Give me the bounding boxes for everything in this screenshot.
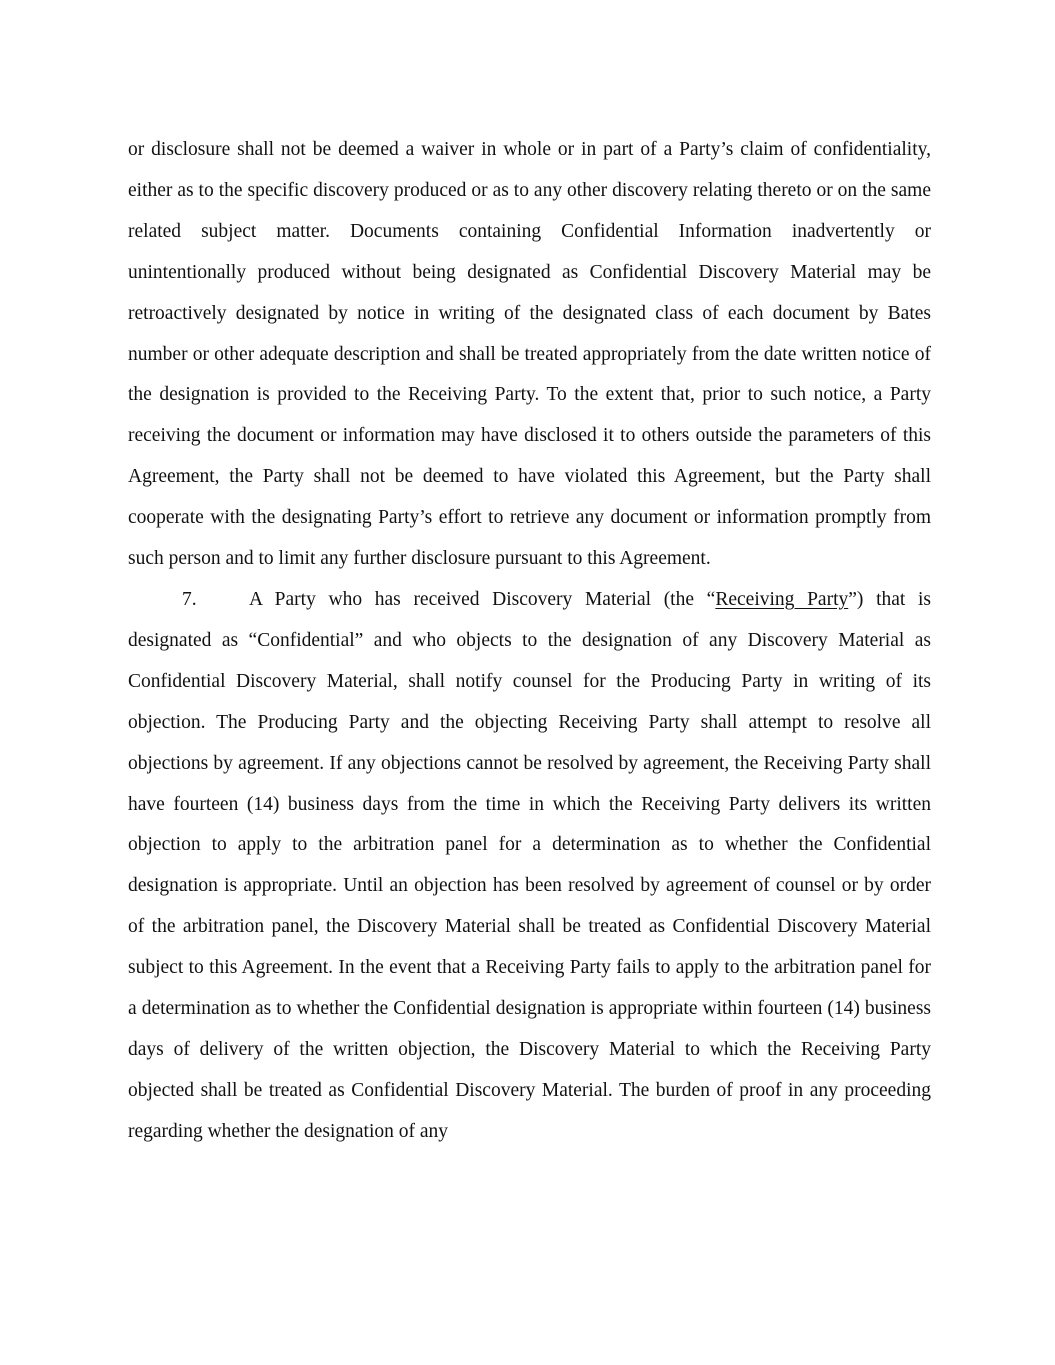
defined-term-receiving-party: Receiving Party xyxy=(715,588,849,610)
document-body xyxy=(128,130,931,1153)
paragraph-number: 7. xyxy=(182,588,197,610)
paragraph-continued: or disclosure shall not be deemed a waiver in whole or in part of a Party’s claim of confidentiality, either as to the specific discovery produced or as to any other discovery relating thereto or on the same related subject matter. Documents containing Confidential Information inadvertently or unintentionally produced without being designated as Confidential Discovery Material may be retroactively designated by notice in writing of the designated class of each document by Bates number or other adequate description and shall be treated appropriately from the date written notice of the designation is provided to the Receiving Party. To the extent that, prior to such notice, a Party receiving the document or information may have disclosed it to others outside the parameters of this Agreement, the Party shall not be deemed to have violated this Agreement, but the Party shall cooperate with the designating Party’s effort to retrieve any document or information promptly from such person and to limit any further disclosure pursuant to this Agreement. xyxy=(128,139,931,570)
paragraph-7-text-after: ”) that is designated as “Confidential” and who objects to the designation of any Discovery Material as Confidential Discovery Material, shall notify counsel for the Producing Party in writing of its objection. The Producing Party and the objecting Receiving Party shall attempt to resolve all objections by agreement. If any objections cannot be resolved by agreement, the Receiving Party shall have fourteen (14) business days from the time in which the Receiving Party delivers its written objection to apply to the arbitration panel for a determination as to whether the Confidential designation is appropriate. Until an objection has been resolved by agreement of counsel or by order of the arbitration panel, the Discovery Material shall be treated as Confidential Discovery Material subject to this Agreement. In the event that a Receiving Party fails to apply to the arbitration panel for a determination as to whether the Confidential designation is appropriate within fourteen (14) business days of delivery of the written objection, the Discovery Material to which the Receiving Party objected shall be treated as Confidential Discovery Material. The burden of proof in any proceeding regarding whether the designation of any xyxy=(128,588,931,1142)
paragraph-7-text-before: A Party who has received Discovery Material (the “ xyxy=(249,588,716,610)
paragraph-7 xyxy=(128,580,931,1153)
